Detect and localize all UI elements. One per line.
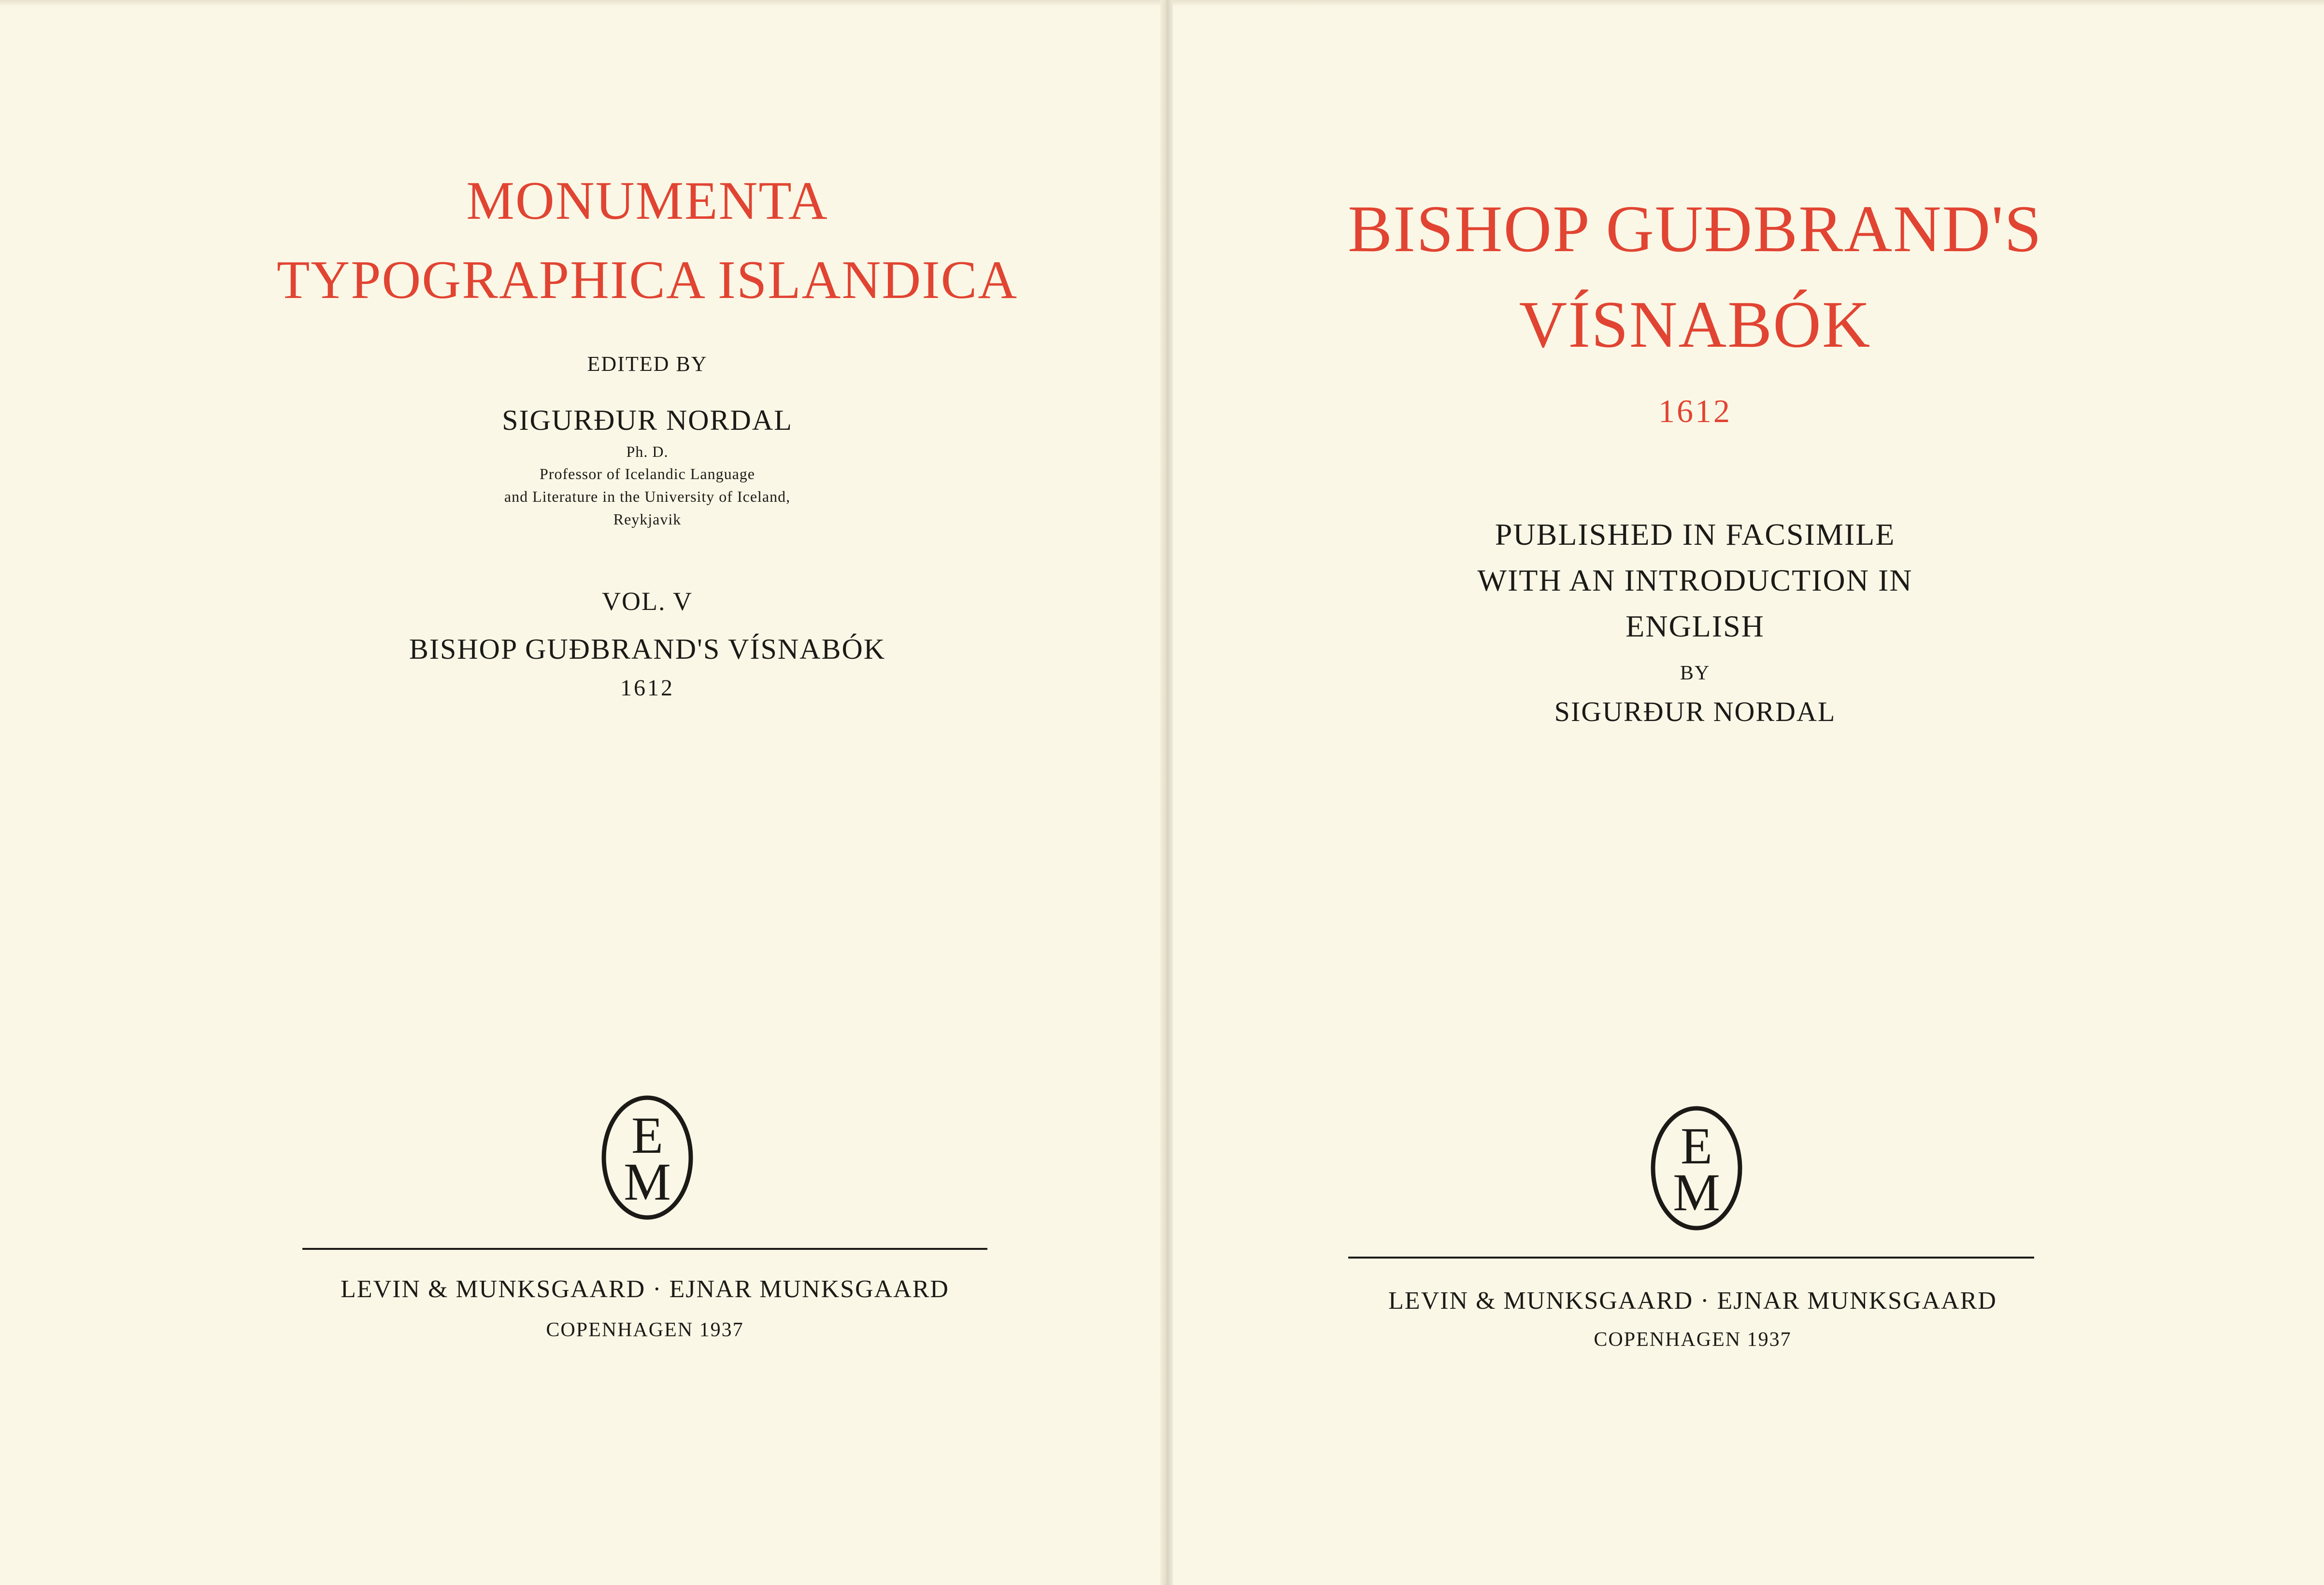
volume-title: BISHOP GUÐBRAND'S VÍSNABÓK — [409, 633, 886, 665]
subtitle-line-1: PUBLISHED IN FACSIMILE — [1495, 517, 1896, 552]
svg-text:M: M — [1673, 1163, 1720, 1222]
author-name: SIGURÐUR NORDAL — [1554, 696, 1836, 727]
editor-name: SIGURÐUR NORDAL — [502, 404, 793, 436]
imprint-rule — [302, 1248, 987, 1250]
publisher-monogram-em-icon — [599, 1092, 696, 1223]
publisher-monogram-em-icon — [1648, 1103, 1745, 1233]
edited-by-label: EDITED BY — [587, 352, 708, 376]
right-page-title — [1171, 0, 2324, 1585]
book-year: 1612 — [1658, 393, 1732, 429]
editor-city: Reykjavik — [613, 510, 682, 528]
publisher-line: LEVIN & MUNKSGAARD · EJNAR MUNKSGAARD — [1388, 1287, 1997, 1315]
svg-text:E: E — [631, 1107, 663, 1164]
editor-degree: Ph. D. — [626, 443, 669, 460]
series-title-line-2: TYPOGRAPHICA ISLANDICA — [276, 250, 1018, 310]
series-title-line-1: MONUMENTA — [466, 171, 828, 231]
book-title-line-2: VÍSNABÓK — [1519, 287, 1871, 361]
volume-number: VOL. V — [601, 587, 693, 616]
publisher-line: LEVIN & MUNKSGAARD · EJNAR MUNKSGAARD — [341, 1275, 949, 1303]
by-label: BY — [1680, 662, 1711, 684]
svg-text:E: E — [1681, 1118, 1712, 1175]
imprint-place-year: COPENHAGEN 1937 — [1594, 1329, 1792, 1351]
volume-year: 1612 — [620, 675, 674, 701]
book-title-line-1: BISHOP GUÐBRAND'S — [1348, 192, 2042, 266]
editor-title-line-2: and Literature in the University of Iceland, — [504, 488, 791, 505]
imprint-rule — [1348, 1257, 2034, 1259]
imprint-place-year: COPENHAGEN 1937 — [546, 1319, 744, 1341]
subtitle-line-2: WITH AN INTRODUCTION IN — [1477, 563, 1913, 597]
subtitle-line-3: ENGLISH — [1625, 609, 1765, 643]
editor-title-line-1: Professor of Icelandic Language — [540, 465, 755, 482]
svg-text:M: M — [624, 1152, 671, 1211]
